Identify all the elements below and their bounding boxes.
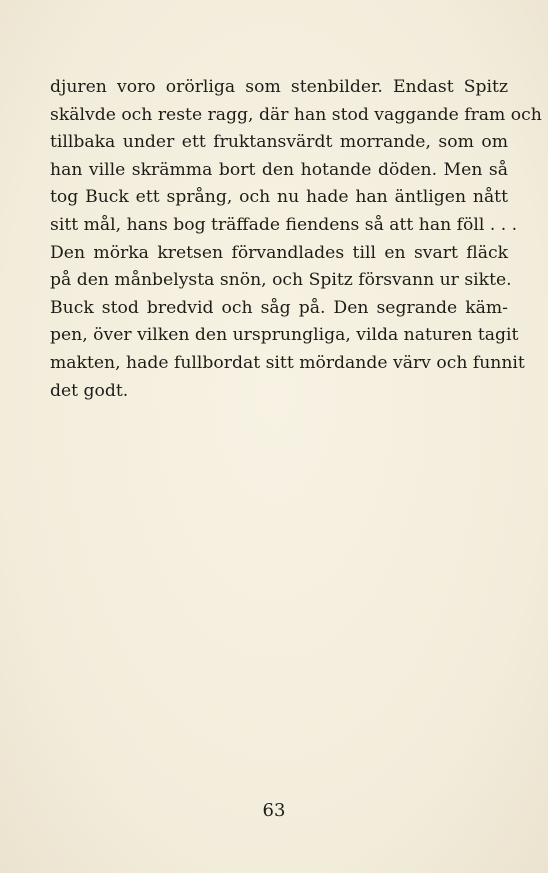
page-number: 63 xyxy=(262,800,286,821)
text-line: Buck stod bredvid och såg på. Den segrande käm- xyxy=(50,297,508,318)
text-line: skälvde och reste ragg, där han stod vaggande fram och xyxy=(50,104,542,125)
text-line: tillbaka under ett fruktansvärdt morrande, som om xyxy=(50,132,508,153)
text-line: djuren voro orörliga som stenbilder. Endast Spitz xyxy=(50,77,508,97)
text-line: sitt mål, hans bog träffade fiendens så att han föll . . . xyxy=(50,214,518,235)
text-line: tog Buck ett språng, och nu hade han äntligen nått xyxy=(50,187,508,208)
text-line: han ville skrämma bort den hotande döden. Men så xyxy=(50,159,508,180)
text-line: Den mörka kretsen förvandlades till en svart fläck xyxy=(50,242,508,263)
body-text xyxy=(50,74,542,405)
text-line: på den månbelysta snön, och Spitz försvann ur sikte. xyxy=(50,270,512,291)
text-line: makten, hade fullbordat sitt mördande värv och funnit xyxy=(50,352,525,373)
text-line: det godt. xyxy=(50,380,129,401)
text-line: pen, över vilken den ursprungliga, vilda naturen tagit xyxy=(50,325,519,346)
